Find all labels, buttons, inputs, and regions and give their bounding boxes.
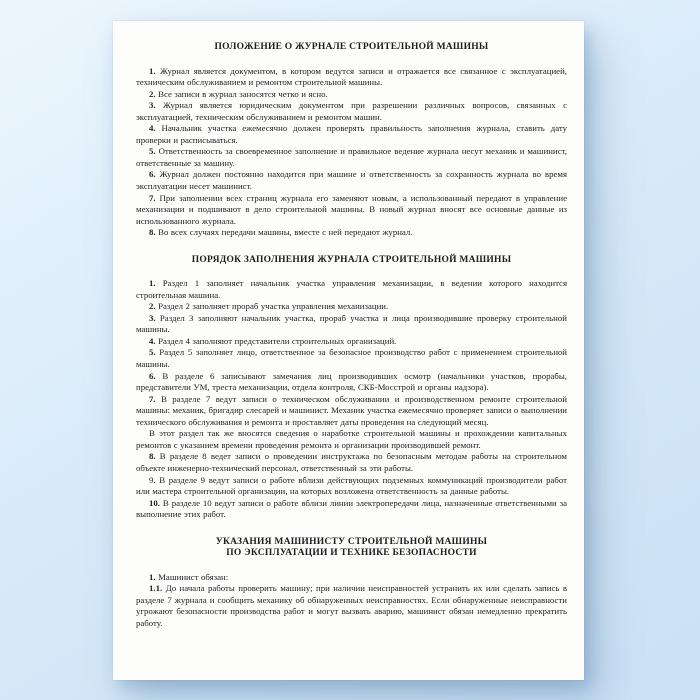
paragraph-text: В разделе 10 ведут записи о работе вблизи линии электропередачи лица, назначенные ответственными за выполнение этих работ. (136, 497, 568, 520)
paragraph-number: 5. (149, 347, 156, 358)
paragraph-number: 7. (149, 393, 156, 404)
paragraph (136, 572, 567, 584)
paragraph-number: 2. (149, 301, 156, 312)
paragraph-text: Журнал является документом, в котором ведутся записи и отражается все связанное с эксплуатацией, техническим обслуживанием и ремонтом строительной машины. (136, 65, 567, 88)
paragraph-text: Начальник участка ежемесячно должен проверять правильность заполнения журнала, ставить дату проверки и расписываться. (136, 123, 568, 145)
document-page (113, 21, 584, 680)
paragraph-number: 5. (149, 146, 156, 157)
paragraph-number: 1. (149, 65, 156, 76)
section-title-line: ПО ЭКСПЛУАТАЦИИ И ТЕХНИКЕ БЕЗОПАСНОСТИ (226, 548, 477, 559)
paragraph (136, 301, 567, 313)
paragraph-number: 1.1. (149, 583, 163, 594)
section-filling-procedure (136, 255, 567, 521)
paragraph (136, 123, 567, 146)
section-title-line: ПОЛОЖЕНИЕ О ЖУРНАЛЕ СТРОИТЕЛЬНОЙ МАШИНЫ (214, 42, 489, 52)
paragraph-number: 3. (149, 100, 156, 111)
paragraph-number: 10. (149, 497, 160, 508)
paragraph-number: 1. (149, 278, 156, 289)
document-content (136, 21, 567, 629)
paragraph (136, 169, 567, 192)
paragraph (136, 193, 567, 228)
paragraph-text: В разделе 9 ведут записи о работе вблизи действующих подземных коммуникаций производители работ или мастера строительной организации, на которых возложена ответственность за данные работы. (136, 474, 567, 497)
section-title-line: ПОРЯДОК ЗАПОЛНЕНИЯ ЖУРНАЛА СТРОИТЕЛЬНОЙ МАШИНЫ (191, 254, 512, 265)
paragraph (136, 66, 567, 89)
paragraph (136, 371, 567, 394)
paragraph-number: 6. (149, 169, 156, 180)
paragraph (136, 336, 567, 348)
paragraph-text: Все записи в журнал заносятся четко и ясно. (158, 88, 328, 99)
paragraph (136, 498, 567, 521)
paragraph-text: В разделе 8 ведет записи о проведении инструктажа по безопасным методам работы на строительном объекте инженерно-технический персонал, ответственный за эти работы. (136, 451, 567, 473)
paragraph-text: Машинист обязан: (158, 571, 229, 582)
paragraph (136, 583, 567, 629)
paragraph-number: 9. (149, 474, 156, 485)
paragraph-text: Раздел 4 заполняют представители строительных организаций. (158, 335, 397, 346)
paragraph-text: Журнал является юридическим документом при разрешении различных вопросов, связанных с эксплуатацией, техническим обслуживанием и ремонтом машин. (136, 100, 568, 122)
paragraph (136, 394, 567, 429)
section-journal-regulations (136, 42, 567, 239)
paragraph (136, 100, 567, 123)
paragraph-text: В разделе 7 ведут записи о техническом обслуживании и производственном ремонте строительной машины: механик, бригадир слесарей и машинист. Механик участка ежемесячно проверяет записи о выполнении технического обслуживания и ремонта и проставляет даты проведения на следующий месяц. (136, 393, 567, 427)
paragraph-text: В разделе 6 записывают замечания лиц производивших осмотр (начальники участков, прорабы, представители УМ, треста механизации, отдела контроля, СКБ-Мосстрой и органы надзора). (136, 370, 567, 393)
paragraph-number: 2. (149, 88, 156, 99)
paragraph-number: 6. (149, 370, 156, 381)
paragraph-number: 8. (149, 451, 156, 462)
section-title-line: УКАЗАНИЯ МАШИНИСТУ СТРОИТЕЛЬНОЙ МАШИНЫ (215, 536, 488, 547)
paragraph-continuation (136, 428, 567, 451)
paragraph (136, 313, 567, 336)
paragraph-text: Во всех случаях передачи машины, вместе с ней передают журнал. (158, 227, 413, 238)
paragraph-text: При заполнении всех страниц журнала его заменяют новым, а использованный передают в управление механизации и подшивают в дело строительной машины. В новый журнал вносят все основные данные из использованного журнала. (136, 192, 567, 226)
paragraph-text: До начала работы проверить машину; при наличии неисправностей устранить их или сделать запись в разделе 7 журнала и сообщить механику об обнаруженных неисправностях. Если обнаруженные неисправности угрожают безопасности производства работ и могут вызвать аварию, машинист обязан немедленно прекратить работу. (136, 583, 568, 628)
paragraph (136, 146, 567, 169)
paragraph-number: 7. (149, 192, 156, 203)
section-title (136, 42, 567, 54)
paragraph-number: 8. (149, 227, 156, 238)
paragraph-text: Раздел 2 заполняет прораб участка управления механизации. (158, 301, 389, 312)
paragraph-number: 4. (149, 123, 156, 134)
paragraph-number: 1. (149, 571, 156, 582)
paragraph (136, 278, 567, 301)
paragraph-text: В этот раздел так же вносятся сведения о наработке строительной машины и прохождении капитальных ремонтов с указанием времени проведения ремонта и организации производившей ремонт. (136, 428, 567, 450)
paragraph (136, 227, 567, 239)
paragraph (136, 347, 567, 370)
paragraph-number: 3. (149, 312, 156, 323)
paragraph (136, 89, 567, 101)
section-operator-instructions (136, 537, 567, 630)
paragraph (136, 451, 567, 474)
paragraph (136, 475, 567, 498)
paragraph-text: Ответственность за своевременное заполнение и правильное ведение журнала несут механик и машинист, ответственные за машину. (136, 146, 567, 168)
paragraph-text: Раздел 1 заполняет начальник участка управления механизации, в ведении которого находится строительная машина. (136, 278, 567, 300)
section-title (136, 255, 567, 267)
paragraph-number: 4. (149, 335, 156, 346)
paragraph-text: Раздел 5 заполняет лицо, ответственное за безопасное производство работ с применением строительной машины. (136, 347, 568, 370)
paragraph-text: Раздел 3 заполняют начальник участка, прораб участка и лица производившие проверку строительной машины. (136, 312, 567, 335)
section-title (136, 537, 567, 560)
paragraph-text: Журнал должен постоянно находится при машине и ответственность за сохранность журнала во время эксплуатации несет машинист. (136, 169, 567, 191)
